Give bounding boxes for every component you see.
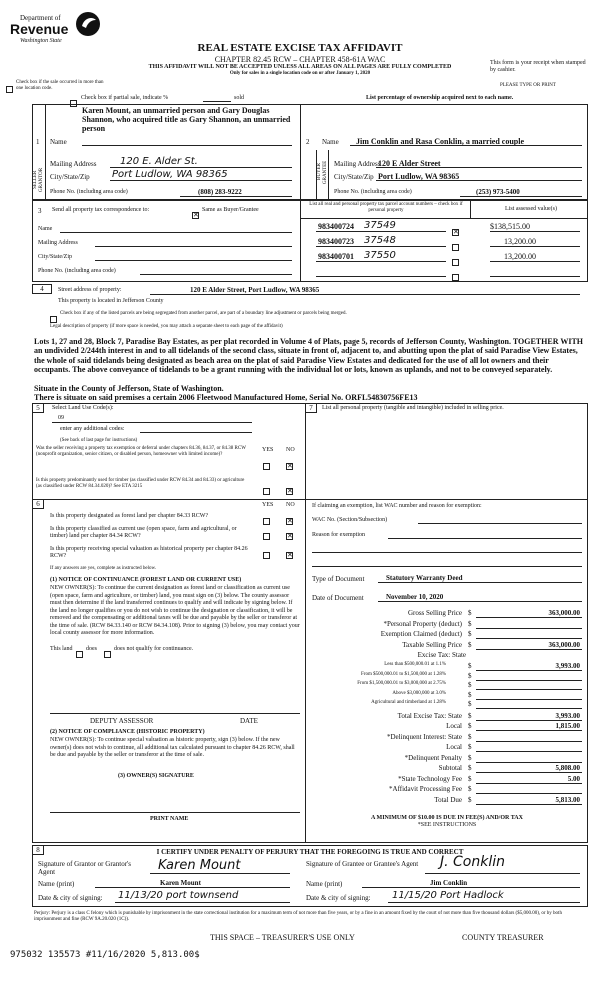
seller-name[interactable]: Karen Mount, an unmarried person and Gary Douglas Shannon, who acquired title as Gary Shannon, an unmarried person xyxy=(82,106,291,133)
logo-line2: Revenue xyxy=(10,21,69,37)
currency-sign: $ xyxy=(468,640,472,649)
tax-line-label: *Delinquent Penalty xyxy=(404,753,462,762)
tax-line-label: From $1,500,000.01 to $3,000,000 at 2.75% xyxy=(357,681,446,686)
buyer-name[interactable]: Jim Conklin and Rasa Conklin, a married couple xyxy=(356,137,525,146)
valid-note: Only for sales in a single location code on or after January 1, 2020 xyxy=(229,71,371,76)
tax-line-label: Less than $500,000.01 at 1.1% xyxy=(384,662,446,667)
doc-type[interactable]: Statutory Warranty Deed xyxy=(386,574,463,582)
s6-if-yes: If any answers are yes, complete as instructed below. xyxy=(50,566,157,571)
grantee-name-label: Name (print) xyxy=(306,880,343,888)
tax-line-label: Gross Selling Price xyxy=(407,609,462,617)
logo-line1: Department of xyxy=(20,14,61,22)
s6-q3-no-checkbox[interactable] xyxy=(286,546,293,564)
legal-label: Legal description of property (if more space is needed, you may attach a separate sheet to each page of the affidavit) xyxy=(50,324,283,329)
currency-sign: $ xyxy=(468,774,472,783)
notice2-text: NEW OWNER(S): To continue special valuation as historic property, sign (3) below. If the new owner(s) does not wish to continue, all additional tax calculated pursuant to chapter 84.26 RCW, shall be due and payable by the seller or transferor at the time of sale. xyxy=(50,737,295,758)
parcels-header-right: List assessed value(s) xyxy=(505,206,557,212)
section7-num: 7 xyxy=(309,404,313,412)
this-land-label: This land xyxy=(50,646,73,652)
corr-city-label: City/State/Zip xyxy=(38,254,72,260)
print-name-label: PRINT NAME xyxy=(150,816,189,822)
s5-q1: Was the seller receiving a property tax exemption or deferral under chapters 84.36, 84.37, or 84.38 RCW (nonprofit organization, senior citizen, or disabled person, homeowner with limited income)? xyxy=(36,446,246,457)
street-address[interactable]: 120 E Alder Street, Port Ludlow, WA 98365 xyxy=(190,286,320,294)
treasurer-stamp: 975032 135573 #11/16/2020 5,813.00$ xyxy=(10,950,200,960)
buyer-city[interactable]: Port Ludlow, WA 98365 xyxy=(378,172,460,181)
legal-manufactured-home: There is situate on said premises a certain 2006 Fleetwood Manufactured Home, Serial No. ORFL54830756FE13 xyxy=(34,393,418,402)
tax-line-value[interactable]: 3,993.00 xyxy=(555,711,580,720)
s5-q2-yes-checkbox[interactable] xyxy=(263,482,270,500)
does-checkbox[interactable] xyxy=(76,645,83,663)
grantor-signature[interactable]: Karen Mount xyxy=(158,858,241,873)
grantor-name-label: Name (print) xyxy=(38,880,75,888)
does-not-checkbox[interactable] xyxy=(104,645,111,663)
s5-no-label: NO xyxy=(286,447,295,453)
street-label: Street address of property: xyxy=(58,287,122,293)
perjury-statement: Perjury: Perjury is a class C felony which is punishable by imprisonment in the state correctional institution for a maximum term of not more than five years, or by a fine in an amount fixed by the court of not more than five thousand dollars ($5,000.00), or by both imprisonment and fine (RCW 9A.20.020 (1C)). xyxy=(34,911,562,922)
seller-name-label: Name xyxy=(50,138,67,146)
ownership-note: List percentage of ownership acquired next to each name. xyxy=(366,95,514,101)
tax-line-label: Agricultural and timberland at 1.28% xyxy=(371,700,446,705)
tax-line-label: Exemption Claimed (deduct) xyxy=(380,630,462,638)
grantor-date-label: Date & city of signing: xyxy=(38,894,103,902)
currency-sign: $ xyxy=(468,722,472,730)
seller-phone-label: Phone No. (including area code) xyxy=(50,189,128,195)
buyer-mailing-label: Mailing Address xyxy=(334,160,381,168)
parcel-number[interactable]: 983400724 xyxy=(318,222,354,231)
see-back: (See back of last page for instructions) xyxy=(60,438,138,443)
buyer-mailing[interactable]: 120 E Alder Street xyxy=(378,159,441,168)
s5-q1-yes-checkbox[interactable] xyxy=(263,457,270,475)
treasurer-space: THIS SPACE – TREASURER'S USE ONLY xyxy=(210,933,355,942)
s6-q3-yes-checkbox[interactable] xyxy=(263,546,270,564)
partial-sale-label: Check box if partial sale, indicate % xyxy=(81,95,169,101)
buyer-phone[interactable]: (253) 973-5400 xyxy=(476,188,520,196)
currency-sign: $ xyxy=(468,743,472,751)
minimum-due: A MINIMUM OF $10.00 IS DUE IN FEE(S) AND/OR TAX xyxy=(371,815,523,821)
s6-no-label: NO xyxy=(286,502,295,508)
tax-line-label: From $500,000.01 to $1,500,000 at 1.28% xyxy=(361,671,446,677)
parcel-written: 37550 xyxy=(364,250,396,261)
currency-sign: $ xyxy=(468,690,472,699)
seller-side-label: SELLER GRANTOR xyxy=(33,167,44,193)
wac-no-label: WAC No. (Section/Subsection) xyxy=(312,517,388,523)
grantee-signature[interactable]: J. Conklin xyxy=(440,854,506,870)
currency-sign: $ xyxy=(468,609,472,617)
tax-line-value[interactable]: 3,993.00 xyxy=(555,662,580,670)
tax-line-label: *Affidavit Processing Fee xyxy=(389,785,462,793)
same-as-buyer-label: Same as Buyer/Grantee xyxy=(202,207,259,213)
parcel-value[interactable]: $138,515.00 xyxy=(490,222,530,231)
segregated-label: Check box if any of the listed parcels are being segregated from another parcel, are part of a boundary line adjustment or parcels being merged. xyxy=(60,311,347,316)
county-line: This property is located in Jefferson County xyxy=(58,298,164,304)
corr-phone-label: Phone No. (including area code) xyxy=(38,268,116,274)
parcel-number[interactable]: 983400701 xyxy=(318,252,354,261)
parcel-value[interactable]: 13,200.00 xyxy=(504,237,536,246)
seller-section-num: 1 xyxy=(36,138,40,146)
grantor-name[interactable]: Karen Mount xyxy=(160,879,201,887)
seller-phone[interactable]: (808) 283-9222 xyxy=(198,188,242,196)
buyer-name-label: Name xyxy=(322,138,339,146)
section5-num: 5 xyxy=(36,404,40,412)
please-type: PLEASE TYPE OR PRINT xyxy=(500,83,556,88)
seller-mailing-label: Mailing Address xyxy=(50,160,97,168)
reason-label: Reason for exemption xyxy=(312,532,365,538)
s6-q1: Is this property designated as forest land per chapter 84.33 RCW? xyxy=(50,513,209,519)
same-as-buyer-checkbox[interactable] xyxy=(192,206,199,224)
corr-mailing-label: Mailing Address xyxy=(38,240,78,246)
personal-property-checkbox[interactable] xyxy=(452,268,459,286)
tax-line-label: Above $3,000,000 at 3.0% xyxy=(392,690,446,696)
tax-line-label: Subtotal xyxy=(438,764,462,772)
tax-line-label: Taxable Selling Price xyxy=(402,640,462,649)
tax-line-value[interactable]: 5.00 xyxy=(567,774,580,783)
tax-line-label: Local xyxy=(446,743,462,751)
parcel-written: 37549 xyxy=(364,220,396,231)
grantor-date-city[interactable]: 11/13/20 port townsend xyxy=(118,890,239,901)
form-title: REAL ESTATE EXCISE TAX AFFIDAVIT xyxy=(197,42,403,54)
form-subtitle: CHAPTER 82.45 RCW – CHAPTER 458-61A WAC xyxy=(214,55,386,64)
exemption-claim-label: If claiming an exemption, list WAC number and reason for exemption: xyxy=(312,503,482,509)
buyer-side-label: BUYER GRANTEE xyxy=(317,160,328,184)
certify-statement: I CERTIFY UNDER PENALTY OF PERJURY THAT THE FOREGOING IS TRUE AND CORRECT xyxy=(156,848,464,856)
tax-line-value[interactable]: 1,815.00 xyxy=(555,722,580,730)
s6-q2: Is this property classified as current use (open space, farm and agricultural, or timber) land per chapter 84.34 RCW? xyxy=(50,526,237,539)
currency-sign: $ xyxy=(468,662,472,670)
tax-line-value[interactable]: 363,000.00 xyxy=(548,640,580,649)
tax-line-value[interactable]: 5,813.00 xyxy=(555,795,580,804)
currency-sign: $ xyxy=(468,753,472,762)
s6-q2-no-checkbox[interactable] xyxy=(286,527,293,545)
tax-line-label: *Personal Property (deduct) xyxy=(383,619,462,628)
currency-sign: $ xyxy=(468,630,472,638)
land-use-label: Select Land Use Code(s): xyxy=(52,405,114,411)
seller-mailing[interactable]: 120 E. Alder St. xyxy=(120,156,198,167)
sold-label: sold xyxy=(234,95,245,101)
grantee-date-city[interactable]: 11/15/20 Port Hadlock xyxy=(392,890,504,901)
tax-line-label: Local xyxy=(446,722,462,730)
parcel-number[interactable]: 983400723 xyxy=(318,237,354,246)
seller-city[interactable]: Port Ludlow, WA 98365 xyxy=(112,169,228,180)
deputy-date: DATE xyxy=(240,717,258,725)
does-label: does xyxy=(86,646,97,652)
tax-line-label: Total Excise Tax: State xyxy=(397,711,462,720)
notice1-text: NEW OWNER(S): To continue the current designation as forest land or classification as current use (open space, farm and agriculture, or timber) land, you must sign on (3) below. The county assessor must then determine if the land transferred continues to qualify and will indicate by signing below. If the land no longer qualifies or you do not wish to continue the designation or classification, it will be removed and the compensating or additional taxes will be due and payable by the seller or transferor at the time of sale. (RCW 84.33.140 or RCW 84.34.108). Prior to signing (3) below, you may contact your local county assessor for more information. xyxy=(50,585,300,636)
currency-sign: $ xyxy=(468,700,472,708)
s5-q2: Is this property predominantly used for timber (as classified under RCW 84.34 and 84.33) or agriculture (as classified under RCW 84.34.020)? See ETA 3215 xyxy=(36,478,245,489)
corr-label: Send all property tax correspondence to: xyxy=(52,207,150,213)
s5-q1-no-checkbox[interactable] xyxy=(286,457,293,475)
doc-date[interactable]: November 10, 2020 xyxy=(386,593,444,601)
parcel-written: 37548 xyxy=(364,235,396,246)
does-not-label: does not qualify for continuance. xyxy=(114,646,194,652)
corr-section-num: 3 xyxy=(38,207,42,215)
currency-sign: $ xyxy=(468,681,472,689)
see-instructions: *SEE INSTRUCTIONS xyxy=(417,822,477,828)
buyer-city-label: City/State/Zip xyxy=(334,173,374,181)
currency-sign: $ xyxy=(468,795,472,804)
s6-q2-yes-checkbox[interactable] xyxy=(263,527,270,545)
notice2-title: (2) NOTICE OF COMPLIANCE (HISTORIC PROPERTY) xyxy=(50,729,205,735)
logo-line3: Washington State xyxy=(20,38,62,44)
currency-sign: $ xyxy=(468,711,472,720)
deputy-assessor: DEPUTY ASSESSOR xyxy=(90,717,154,725)
land-use-value[interactable]: 09 xyxy=(58,415,64,421)
multi-location-label: Check box if the sale occurred in more than one location code. xyxy=(16,80,104,91)
county-treasurer: COUNTY TREASURER xyxy=(462,933,544,942)
tax-line-label: *Delinquent Interest: State xyxy=(386,732,462,741)
multi-location-checkbox[interactable] xyxy=(6,80,13,98)
tax-line-value[interactable]: 363,000.00 xyxy=(548,609,580,617)
currency-sign: $ xyxy=(468,671,472,680)
tax-line-label: *State Technology Fee xyxy=(398,774,462,783)
buyer-section-num: 2 xyxy=(306,138,310,146)
form-notice: THIS AFFIDAVIT WILL NOT BE ACCEPTED UNLESS ALL AREAS ON ALL PAGES ARE FULLY COMPLETED xyxy=(148,64,452,70)
parcel-value[interactable]: 13,200.00 xyxy=(504,252,536,261)
currency-sign: $ xyxy=(468,785,472,793)
corr-name-label: Name xyxy=(38,226,53,232)
legal-description: Lots 1, 27 and 28, Block 7, Paradise Bay Estates, as per plat recorded in Volume 4 of Plats, page 5, records of Jefferson County, Washington. TOGETHER WITH an undivided 2/244th interest in and to all tidelands of the second class, situate in front of, adjacent to, and abutting upon the plat of said Paradise View Estates, the whole of said tidelands being designated as beach area on the plat of said Paradise View Estates and dedicated for the use of all lot owners and their occupants. The above conveyance of tidelands to be a grant running with the individual lot or lots, known as uplands, and not to be conveyed separately. xyxy=(34,337,584,375)
additional-codes-label: enter any additional codes: xyxy=(60,426,125,432)
currency-sign: $ xyxy=(468,619,472,628)
grantee-name[interactable]: Jim Conklin xyxy=(430,879,468,887)
grantor-sig-label: Signature of Grantor or Grantor's Agent xyxy=(38,860,132,876)
grantee-date-label: Date & city of signing: xyxy=(306,894,371,902)
legal-situate: Situate in the County of Jefferson, State of Washington. xyxy=(34,384,224,393)
section4-num: 4 xyxy=(40,285,44,293)
partial-sale-percent[interactable] xyxy=(203,101,231,102)
s5-q2-no-checkbox[interactable] xyxy=(286,482,293,500)
currency-sign: $ xyxy=(468,764,472,772)
personal-property-label: List all personal property (tangible and intangible) included in selling price. xyxy=(322,405,504,411)
receipt-note: This form is your receipt when stamped by cashier. xyxy=(490,60,586,73)
tax-line-value[interactable]: 5,808.00 xyxy=(555,764,580,772)
dor-logo-icon xyxy=(74,10,102,38)
doc-date-label: Date of Document xyxy=(312,594,364,602)
dor-logo xyxy=(8,8,108,50)
currency-sign: $ xyxy=(468,732,472,741)
excise-state-label: Excise Tax: State xyxy=(417,651,466,659)
s6-q3: Is this property receiving special valuation as historical property per chapter 84.26 RCW? xyxy=(50,546,248,559)
doc-type-label: Type of Document xyxy=(312,575,365,583)
tax-line-label: Total Due xyxy=(434,795,462,804)
buyer-phone-label: Phone No. (including area code) xyxy=(334,189,412,195)
seller-city-label: City/State/Zip xyxy=(50,173,90,181)
parcels-header-left: List all real and personal property tax parcel account numbers – check box if personal property xyxy=(309,202,463,213)
section8-num: 8 xyxy=(36,846,40,854)
s6-yes-label: YES xyxy=(262,502,274,508)
section6-num: 6 xyxy=(36,500,40,508)
grantee-sig-label: Signature of Grantee or Grantee's Agent xyxy=(306,860,419,868)
notice1-title: (1) NOTICE OF CONTINUANCE (FOREST LAND OR CURRENT USE) xyxy=(50,577,242,583)
s5-yes-label: YES xyxy=(262,447,274,453)
owner-signature-label: (3) OWNER(S) SIGNATURE xyxy=(118,773,194,779)
